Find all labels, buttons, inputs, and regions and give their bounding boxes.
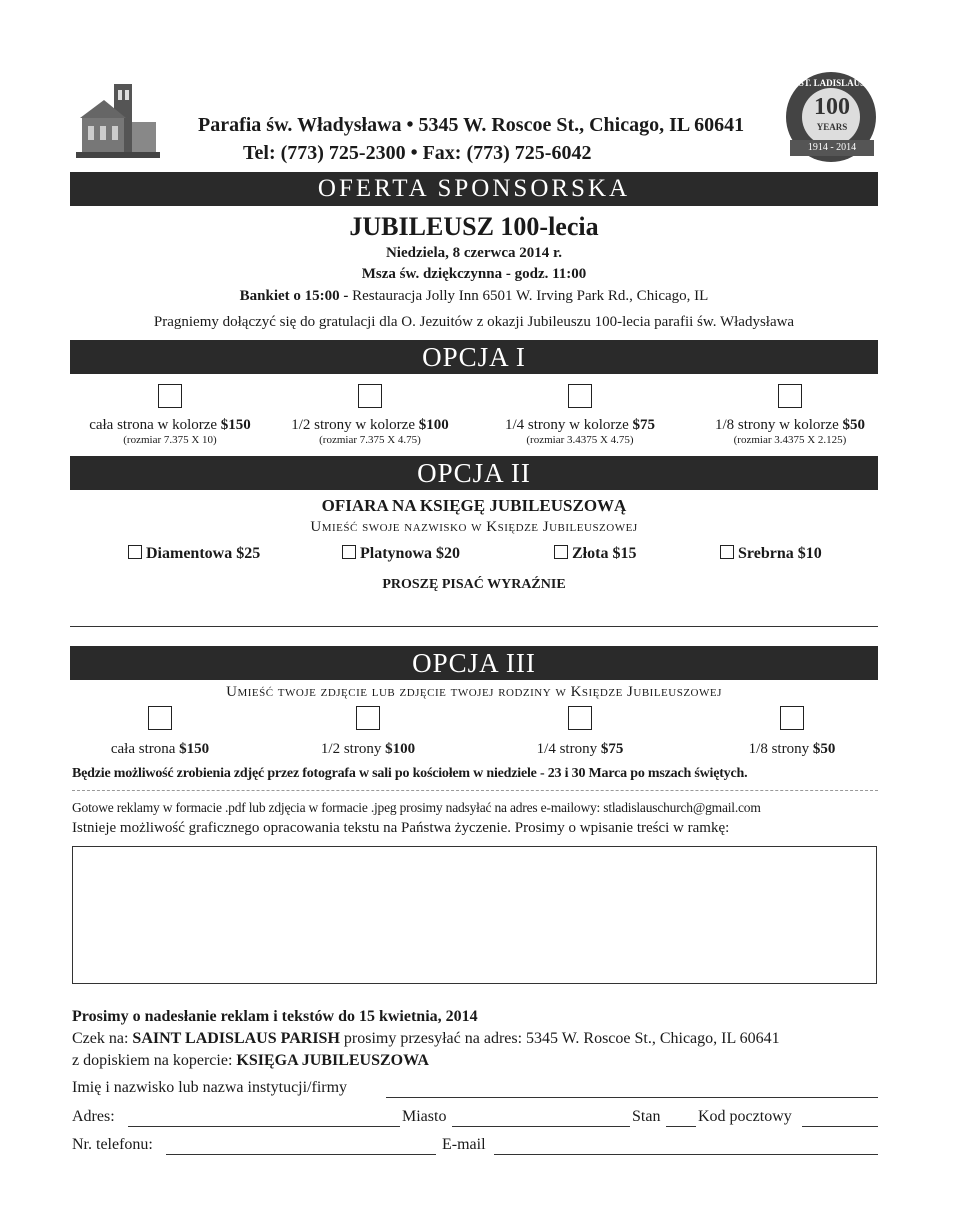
envelope-instructions [72, 1052, 429, 1070]
photo-session-note: Będzie możliwość zrobienia zdjęć przez fotografa w sali po kościołem w niedziele - 23 i 30 Marca po mszach świętych. [72, 766, 748, 781]
option1-band: OPCJA I [70, 340, 878, 374]
option2-subheading: Umieść swoje nazwisko w Księdze Jubileuszowej [310, 519, 638, 535]
option1-item-quarter [480, 384, 680, 446]
event-banquet [70, 288, 878, 305]
option3-price: $100 [385, 741, 416, 757]
envelope-prefix: z dopiskiem na kopercie: [72, 1052, 237, 1069]
seal-years: YEARS [816, 122, 848, 132]
title-band: OFERTA SPONSORSKA [70, 172, 878, 206]
option3-band: OPCJA III [70, 646, 878, 680]
option1-size: (rozmiar 3.4375 X 2.125) [733, 434, 847, 446]
address-field[interactable] [128, 1126, 400, 1127]
email-field-label: E-mail [442, 1136, 486, 1153]
option1-price: $150 [220, 417, 251, 433]
parish-phone: Tel: (773) 725-2300 • Fax: (773) 725-6042 [243, 142, 592, 164]
seal-number: 100 [814, 94, 850, 120]
state-field-label: Stan [632, 1108, 661, 1125]
option2-heading: OFIARA NA KSIĘGĘ JUBILEUSZOWĄ [321, 496, 627, 515]
invitation-text: Pragniemy dołączyć się do gratulacji dla O. Jezuitów z okazji Jubileuszu 100-lecia parafii św. Władysława [153, 314, 795, 330]
option2-label: Platynowa $20 [360, 545, 460, 562]
option2-item-diamond [128, 545, 260, 563]
option3-checkbox-full[interactable] [148, 706, 172, 730]
option3-price: $150 [179, 741, 210, 757]
option2-checkbox[interactable] [554, 545, 568, 559]
info-line-design: Istnieje możliwość graficznego opracowania tekstu na Państwa życzenie. Prosimy o wpisanie treści w ramkę: [72, 820, 730, 836]
option3-item-eighth [692, 706, 892, 758]
deadline-text: Prosimy o nadesłanie reklam i tekstów do 15 kwietnia, 2014 [72, 1008, 478, 1025]
state-field[interactable] [666, 1126, 696, 1127]
church-logo [74, 78, 162, 160]
option1-checkbox-half[interactable] [358, 384, 382, 408]
option3-price: $50 [812, 741, 836, 757]
parish-address: Parafia św. Władysława • 5345 W. Roscoe St., Chicago, IL 60641 [198, 114, 745, 136]
option2-checkbox[interactable] [128, 545, 142, 559]
name-field[interactable] [386, 1097, 878, 1098]
seal-dates-ribbon: 1914 - 2014 [790, 140, 874, 156]
zip-field-label: Kod pocztowy [698, 1108, 792, 1125]
name-field-label: Imię i nazwisko lub nazwa instytucji/firmy [72, 1079, 348, 1096]
option3-subheading: Umieść twoje zdjęcie lub zdjęcie twojej rodziny w Księdze Jubileuszowej [226, 684, 722, 700]
check-payee: SAINT LADISLAUS PARISH [132, 1030, 340, 1047]
check-address: prosimy przesyłać na adres: 5345 W. Roscoe St., Chicago, IL 60641 [339, 1030, 780, 1047]
option1-label: 1/4 strony w kolorze [505, 417, 633, 433]
dashed-divider [72, 790, 878, 791]
option3-label: 1/8 strony [748, 741, 813, 757]
option2-item-silver [720, 545, 822, 563]
address-field-label: Adres: [72, 1108, 115, 1125]
option1-item-eighth [690, 384, 890, 446]
option1-item-full [70, 384, 270, 446]
option2-label: Złota $15 [572, 545, 637, 562]
zip-field[interactable] [802, 1126, 878, 1127]
option2-checkbox[interactable] [342, 545, 356, 559]
option1-price: $100 [418, 417, 449, 433]
option3-checkbox-half[interactable] [356, 706, 380, 730]
option1-label: cała strona w kolorze [89, 417, 221, 433]
option1-price: $75 [632, 417, 655, 433]
banquet-location: Restauracja Jolly Inn 6501 W. Irving Park Rd., Chicago, IL [348, 288, 709, 304]
option1-checkbox-eighth[interactable] [778, 384, 802, 408]
option2-item-platinum [342, 545, 460, 563]
event-date: Niedziela, 8 czerwca 2014 r. [385, 245, 563, 261]
option1-label: 1/8 strony w kolorze [715, 417, 843, 433]
event-title: JUBILEUSZ 100-lecia [349, 212, 599, 241]
option1-price: $50 [842, 417, 865, 433]
option1-size: (rozmiar 3.4375 X 4.75) [526, 434, 634, 446]
seal-top-text: ST. LADISLAUS [798, 78, 866, 88]
option3-label: 1/2 strony [320, 741, 386, 757]
option3-label: cała strona [110, 741, 180, 757]
city-field[interactable] [452, 1126, 630, 1127]
check-prefix: Czek na: [72, 1030, 133, 1047]
option3-price: $75 [600, 741, 624, 757]
option3-checkbox-quarter[interactable] [568, 706, 592, 730]
banquet-time: Bankiet o 15:00 - [239, 288, 349, 304]
option3-item-half [268, 706, 468, 758]
option2-item-gold [554, 545, 636, 563]
ad-text-box[interactable] [72, 846, 877, 984]
event-mass: Msza św. dziękczynna - godz. 11:00 [361, 266, 587, 282]
option3-item-quarter [480, 706, 680, 758]
phone-field[interactable] [166, 1154, 436, 1155]
option1-size: (rozmiar 7.375 X 4.75) [319, 434, 421, 446]
option1-label: 1/2 strony w kolorze [291, 417, 419, 433]
option1-checkbox-full[interactable] [158, 384, 182, 408]
option3-item-full [60, 706, 260, 758]
email-field[interactable] [494, 1154, 878, 1155]
city-field-label: Miasto [402, 1108, 447, 1125]
option2-label: Diamentowa $25 [146, 545, 261, 562]
option2-label: Srebrna $10 [738, 545, 822, 562]
option2-name-line[interactable] [70, 626, 878, 627]
option2-note: PROSZĘ PISAĆ WYRAŹNIE [382, 577, 566, 592]
option1-size: (rozmiar 7.375 X 10) [123, 434, 217, 446]
option1-item-half [270, 384, 470, 446]
phone-field-label: Nr. telefonu: [72, 1136, 153, 1153]
option3-checkbox-eighth[interactable] [780, 706, 804, 730]
option1-checkbox-quarter[interactable] [568, 384, 592, 408]
info-line-email: Gotowe reklamy w formacie .pdf lub zdjęcia w formacie .jpeg prosimy nadsyłać na adres e-mailowy: stladislauschurch@gmail.com [72, 800, 761, 815]
option3-label: 1/4 strony [536, 741, 601, 757]
envelope-label: KSIĘGA JUBILEUSZOWA [236, 1052, 429, 1069]
anniversary-seal [782, 70, 882, 166]
option2-checkbox[interactable] [720, 545, 734, 559]
option2-band: OPCJA II [70, 456, 878, 490]
check-instructions [72, 1030, 780, 1048]
